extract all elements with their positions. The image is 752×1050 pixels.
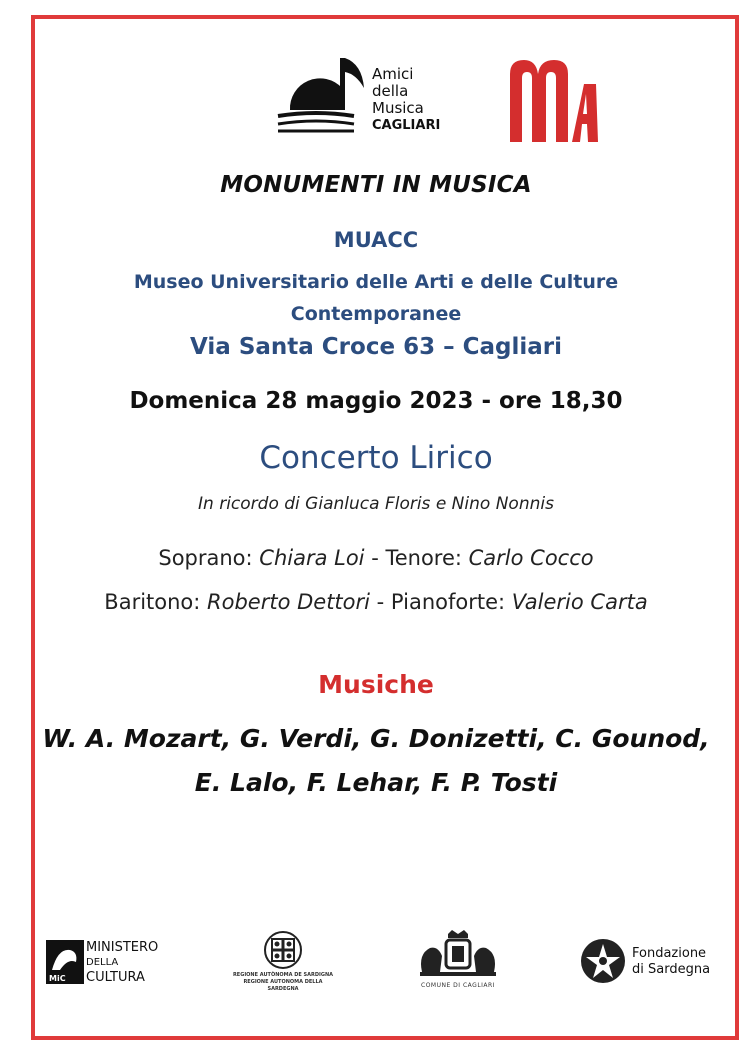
- amici-line3: Musica: [372, 99, 424, 117]
- venue-address: Via Santa Croce 63 – Cagliari: [190, 334, 562, 360]
- amici-line4: CAGLIARI: [372, 118, 441, 133]
- poster-frame: [31, 15, 739, 1040]
- regione-sardegna-logo: [228, 928, 338, 994]
- composers-line-1: W. A. Mozart, G. Verdi, G. Donizetti, C. Gounod,: [42, 724, 710, 753]
- soprano-name: Chiara Loi: [259, 546, 365, 570]
- ma-logo: [506, 54, 602, 146]
- concert-title: Concerto Lirico: [259, 440, 493, 476]
- soprano-label: Soprano:: [158, 546, 260, 570]
- tenor-label: - Tenore:: [364, 546, 469, 570]
- ma-monogram-icon: [506, 54, 602, 146]
- amici-line2: della: [372, 82, 409, 100]
- mic-line1: MINISTERO: [86, 940, 159, 955]
- ministero-cultura-logo: [46, 928, 176, 988]
- venue-full: Museo Universitario delle Arti e delle Culture Contemporanee: [133, 271, 619, 325]
- composers-line-2: E. Lalo, F. Lehar, F. P. Tosti: [194, 768, 558, 797]
- amici-logo-text: [372, 66, 440, 134]
- comune-caption: COMUNE DI CAGLIARI: [421, 982, 495, 989]
- baritone-label: Baritono:: [104, 590, 208, 614]
- amici-line1: Amici: [372, 65, 414, 83]
- series-title: MONUMENTI IN MUSICA: [220, 172, 532, 198]
- comune-crest-icon: [416, 928, 500, 978]
- fondazione-text: [632, 946, 710, 978]
- ministero-text: [86, 940, 158, 985]
- music-heading: Musiche: [318, 670, 434, 699]
- regione-line1: REGIONE AUTÒNOMA DE SARDIGNA: [232, 972, 334, 978]
- regione-line2: REGIONE AUTONOMA DELLA SARDEGNA: [243, 979, 323, 992]
- piano-name: Valerio Carta: [511, 590, 648, 614]
- mic-line2: DELLA: [86, 957, 119, 968]
- venue-short: MUACC: [333, 228, 419, 252]
- performers-line-1: [0, 546, 752, 570]
- comune-cagliari-logo: [408, 928, 508, 994]
- fondazione-star-icon: [580, 938, 626, 984]
- ministry-emblem-icon: [46, 940, 84, 984]
- baritone-name: Roberto Dettori: [207, 590, 370, 614]
- fondazione-sardegna-logo: [580, 928, 720, 988]
- dedication: In ricordo di Gianluca Floris e Nino Nonnis: [198, 494, 554, 514]
- fondazione-line2: di Sardegna: [632, 962, 711, 977]
- event-date-time: Domenica 28 maggio 2023 - ore 18,30: [129, 388, 623, 414]
- regione-caption: [228, 972, 338, 993]
- mic-line3: CULTURA: [86, 970, 145, 985]
- musical-dome-icon: [276, 54, 368, 138]
- amici-della-musica-logo: [276, 54, 456, 140]
- performers-line-2: [0, 590, 752, 614]
- mic-badge: MiC: [49, 974, 66, 983]
- piano-label: - Pianoforte:: [370, 590, 512, 614]
- fondazione-line1: Fondazione: [632, 946, 707, 961]
- tenor-name: Carlo Cocco: [468, 546, 594, 570]
- regione-shield-icon: [263, 930, 303, 970]
